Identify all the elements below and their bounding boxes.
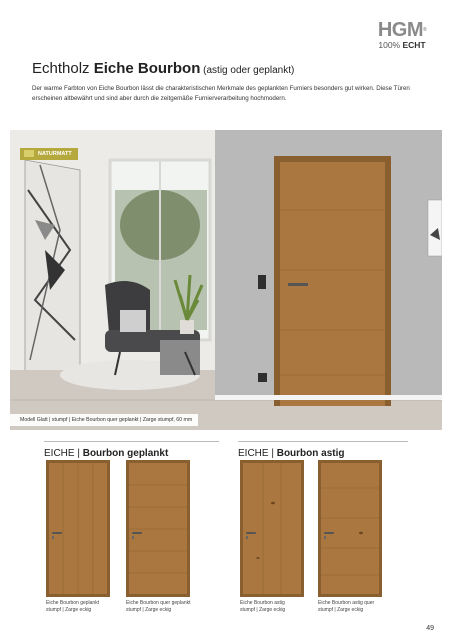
door-panel	[240, 460, 304, 597]
section-heading-geplankt: EICHE | Bourbon geplankt	[44, 448, 169, 459]
door-sample-astig	[240, 460, 304, 597]
wood-grain-vertical	[49, 463, 107, 594]
keyhole-icon	[324, 536, 326, 539]
keyhole-icon	[246, 536, 248, 539]
logo-brand: HGM®	[377, 19, 427, 41]
keyhole-icon	[132, 536, 134, 539]
door-handle-icon	[246, 532, 256, 534]
door-sample-quer-geplankt	[126, 460, 190, 597]
hero-image	[10, 130, 442, 430]
section-divider-left	[44, 441, 219, 442]
intro-text: Der warme Farbton von Eiche Bourbon lässt die charakteristischen Merkmale des geplankten Furniers besonders gut wirken. Diese Türen erscheinen altbewährt und sind aber durch die zeitgemäße Furnierverarbeitung hochmodern.	[32, 85, 410, 102]
keyhole-icon	[52, 536, 54, 539]
door-handle-icon	[132, 532, 142, 534]
door-panel	[126, 460, 190, 597]
interior-scene-illustration	[10, 130, 442, 430]
page-title: Echtholz Eiche Bourbon (astig oder geplankt)	[32, 60, 295, 77]
finish-badge: NATURMATT	[20, 148, 78, 160]
section-heading-astig: EICHE | Bourbon astig	[238, 448, 345, 459]
logo-tagline: 100% ECHT	[378, 40, 426, 50]
door-sample-astig-quer	[318, 460, 382, 597]
page-number: 49	[426, 625, 434, 632]
wood-grain-horizontal	[129, 463, 187, 594]
door-panel	[46, 460, 110, 597]
door-label-geplankt: Eiche Bourbon geplankt stumpf | Zarge eckig	[46, 600, 100, 613]
door-label-astig: Eiche Bourbon astig stumpf | Zarge eckig	[240, 600, 286, 613]
wood-grain-vertical	[243, 463, 301, 594]
hgm-logo	[372, 20, 432, 50]
hero-caption: Modell Glatt | stumpf | Eiche Bourbon quer geplankt | Zarge stumpf, 60 mm	[10, 414, 198, 426]
door-handle-icon	[324, 532, 334, 534]
door-handle-icon	[52, 532, 62, 534]
door-label-quer-geplankt: Eiche Bourbon quer geplankt stumpf | Zarge eckig	[126, 600, 191, 613]
finish-swatch-icon	[24, 150, 34, 157]
section-divider-right	[238, 441, 408, 442]
door-panel	[318, 460, 382, 597]
wood-grain-horizontal	[321, 463, 379, 594]
door-sample-geplankt	[46, 460, 110, 597]
door-label-astig-quer: Eiche Bourbon astig quer stumpf | Zarge eckig	[318, 600, 375, 613]
